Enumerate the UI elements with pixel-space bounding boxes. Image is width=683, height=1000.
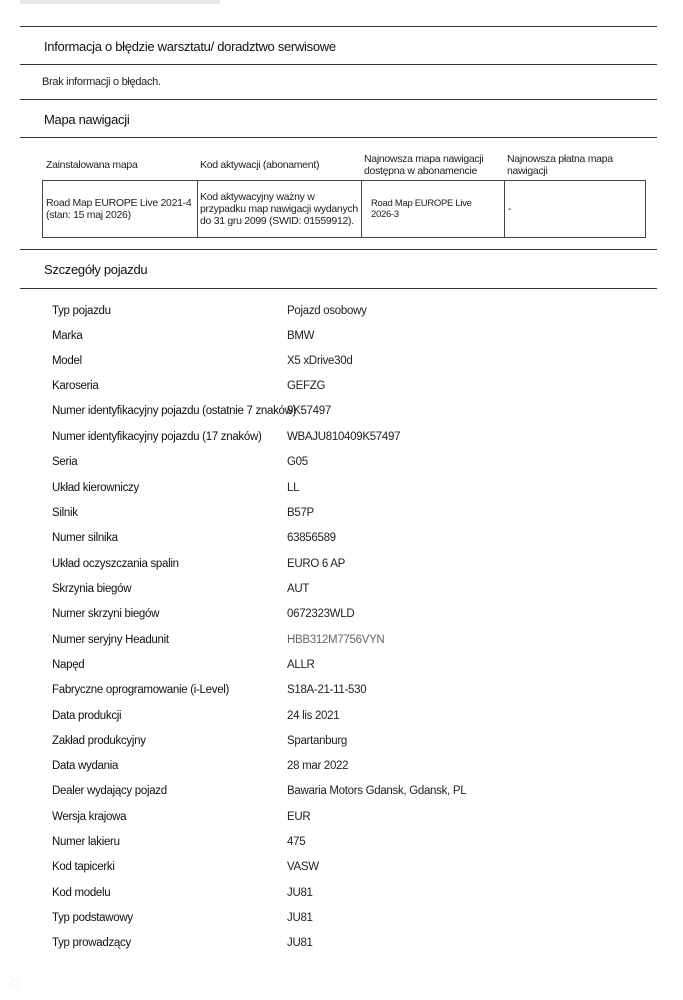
vehicle-detail-value: EUR bbox=[287, 811, 311, 823]
nav-header-latest-subscription-map: Najnowsza mapa nawigacji dostępna w abonamencie bbox=[364, 153, 484, 177]
vehicle-detail-label: Napęd bbox=[52, 659, 85, 671]
vehicle-detail-value: 28 mar 2022 bbox=[287, 760, 349, 772]
vehicle-detail-label: Typ prowadzący bbox=[52, 937, 131, 949]
vehicle-detail-value: JU81 bbox=[287, 887, 313, 899]
vehicle-detail-label: Skrzynia biegów bbox=[52, 583, 132, 595]
vehicle-detail-label: Typ podstawowy bbox=[52, 912, 133, 924]
vehicle-detail-value: G05 bbox=[287, 456, 308, 468]
vehicle-detail-label: Numer identyfikacyjny pojazdu (17 znaków) bbox=[52, 431, 262, 443]
vehicle-detail-label: Układ kierowniczy bbox=[52, 482, 139, 494]
vehicle-detail-label: Marka bbox=[52, 330, 83, 342]
vehicle-detail-label: Wersja krajowa bbox=[52, 811, 127, 823]
vehicle-detail-label: Typ pojazdu bbox=[52, 305, 111, 317]
vehicle-detail-label: Data produkcji bbox=[52, 710, 122, 722]
divider bbox=[20, 249, 657, 250]
vehicle-detail-label: Kod modelu bbox=[52, 887, 111, 899]
vehicle-detail-label: Numer silnika bbox=[52, 532, 118, 544]
vehicle-detail-value: Spartanburg bbox=[287, 735, 347, 747]
divider bbox=[20, 288, 657, 289]
nav-cell-installed-map: Road Map EUROPE Live 2021-4 (stan: 15 maj 2026) bbox=[46, 197, 192, 221]
vehicle-detail-label: Seria bbox=[52, 456, 78, 468]
table-divider bbox=[197, 181, 198, 237]
error-info-text: Brak informacji o błędach. bbox=[42, 76, 161, 88]
vehicle-detail-value: BMW bbox=[287, 330, 315, 342]
vehicle-detail-value: EURO 6 AP bbox=[287, 558, 346, 570]
table-divider bbox=[504, 181, 505, 237]
vehicle-detail-label: Model bbox=[52, 355, 82, 367]
nav-header-installed-map: Zainstalowana mapa bbox=[46, 159, 138, 171]
vehicle-detail-label: Silnik bbox=[52, 507, 78, 519]
nav-header-latest-paid-map: Najnowsza płatna mapa nawigacji bbox=[507, 153, 613, 177]
vehicle-detail-label: Kod tapicerki bbox=[52, 861, 115, 873]
vehicle-detail-value: Pojazd osobowy bbox=[287, 305, 367, 317]
vehicle-detail-value: 0672323WLD bbox=[287, 608, 355, 620]
nav-cell-activation-code: Kod aktywacyjny ważny w przypadku map nawigacji wydanych do 31 gru 2099 (SWID: 01559912). bbox=[200, 191, 358, 227]
vehicle-detail-label: Data wydania bbox=[52, 760, 119, 772]
vehicle-detail-value: 9K57497 bbox=[287, 405, 331, 417]
nav-section-title: Mapa nawigacji bbox=[44, 112, 130, 127]
vehicle-detail-label: Fabryczne oprogramowanie (i-Level) bbox=[52, 684, 230, 696]
vehicle-detail-value: VASW bbox=[287, 861, 319, 873]
vehicle-detail-value: GEFZG bbox=[287, 380, 326, 392]
divider bbox=[20, 64, 657, 65]
vehicle-detail-value: S18A-21-11-530 bbox=[287, 684, 367, 696]
vehicle-detail-value: 475 bbox=[287, 836, 306, 848]
vehicle-detail-value: 24 lis 2021 bbox=[287, 710, 340, 722]
vehicle-detail-value: JU81 bbox=[287, 912, 313, 924]
nav-map-table bbox=[42, 180, 646, 238]
vehicle-detail-value: B57P bbox=[287, 507, 314, 519]
vehicle-detail-value: JU81 bbox=[287, 937, 313, 949]
vehicle-section-title: Szczegóły pojazdu bbox=[44, 262, 148, 277]
vehicle-detail-label: Układ oczyszczania spalin bbox=[52, 558, 179, 570]
table-divider bbox=[361, 181, 362, 237]
nav-cell-latest-subscription-map: Road Map EUROPE Live 2026-3 bbox=[371, 198, 472, 220]
vehicle-detail-value: X5 xDrive30d bbox=[287, 355, 353, 367]
vehicle-detail-label: Dealer wydający pojazd bbox=[52, 785, 167, 797]
nav-cell-latest-paid-map: - bbox=[508, 203, 512, 215]
vehicle-detail-value: 63856589 bbox=[287, 532, 336, 544]
vehicle-detail-value: AUT bbox=[287, 583, 310, 595]
vehicle-detail-value: ALLR bbox=[287, 659, 315, 671]
watermark-fragment: ◌ bbox=[10, 975, 20, 992]
divider bbox=[20, 137, 657, 138]
vehicle-detail-label: Zakład produkcyjny bbox=[52, 735, 146, 747]
nav-header-activation-code: Kod aktywacji (abonament) bbox=[200, 159, 320, 171]
error-section-title: Informacja o błędzie warsztatu/ doradztwo serwisowe bbox=[44, 39, 336, 54]
vehicle-detail-value: HBB312M7756VYN bbox=[287, 634, 385, 646]
vehicle-detail-label: Numer lakieru bbox=[52, 836, 120, 848]
vehicle-detail-label: Numer skrzyni biegów bbox=[52, 608, 160, 620]
top-edge-fragment bbox=[20, 0, 220, 4]
divider bbox=[20, 26, 657, 27]
vehicle-detail-value: Bawaria Motors Gdansk, Gdansk, PL bbox=[287, 785, 467, 797]
vehicle-detail-label: Numer seryjny Headunit bbox=[52, 634, 169, 646]
vehicle-detail-label: Karoseria bbox=[52, 380, 99, 392]
vehicle-detail-value: LL bbox=[287, 482, 300, 494]
vehicle-detail-label: Numer identyfikacyjny pojazdu (ostatnie 7 znaków) bbox=[52, 405, 297, 417]
vehicle-detail-value: WBAJU810409K57497 bbox=[287, 431, 401, 443]
divider bbox=[20, 99, 657, 100]
